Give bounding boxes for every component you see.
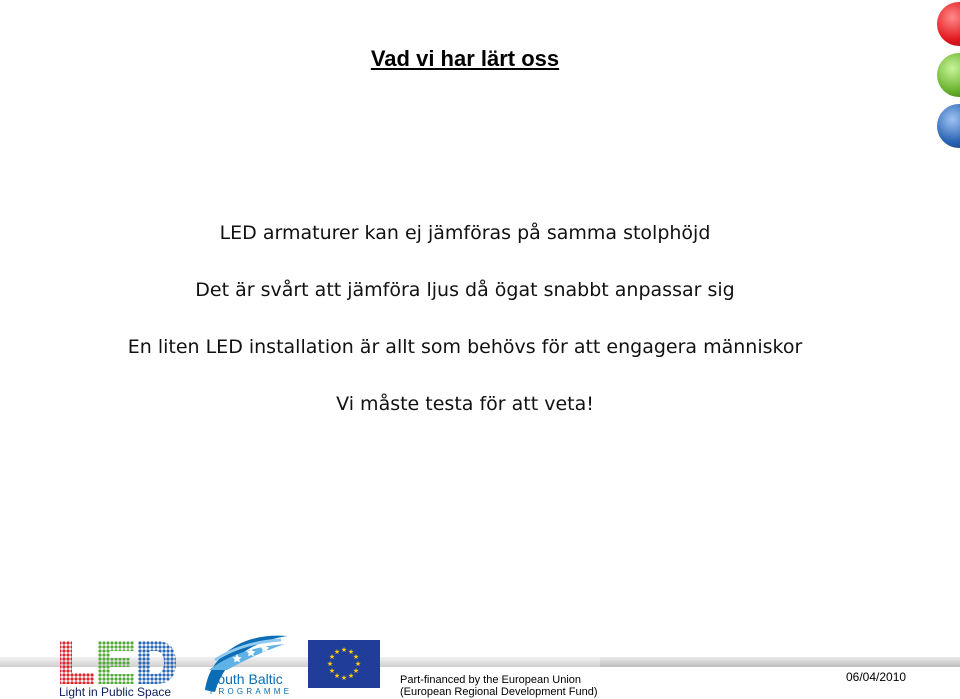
- footer-band-right: [600, 657, 960, 667]
- south-baltic-subtitle: PROGRAMME: [210, 687, 293, 696]
- svg-text:★: ★: [328, 653, 336, 661]
- svg-text:★: ★: [352, 653, 360, 661]
- svg-text:★: ★: [347, 648, 355, 656]
- eu-flag-icon: [308, 640, 380, 688]
- bullet-1: LED armaturer kan ej jämföras på samma stolphöjd: [219, 222, 711, 244]
- bullet-2: Det är svårt att jämföra ljus då ögat snabbt anpassar sig: [195, 279, 735, 301]
- led-logo: [58, 637, 178, 687]
- south-baltic-title: South Baltic: [208, 671, 283, 687]
- bullet-4: Vi måste testa för att veta!: [336, 393, 594, 415]
- red-ball-icon: [937, 2, 960, 46]
- blue-ball-icon: [937, 104, 960, 148]
- svg-text:★: ★: [354, 660, 362, 668]
- slide-date: 06/04/2010: [846, 670, 907, 684]
- svg-text:★: ★: [340, 674, 348, 682]
- eu-financing-line-1: Part-financed by the European Union: [400, 674, 582, 686]
- eu-financing-line-2: (European Regional Development Fund): [400, 686, 598, 698]
- svg-text:★: ★: [333, 648, 341, 656]
- svg-text:★: ★: [352, 667, 360, 675]
- svg-text:★: ★: [326, 660, 334, 668]
- svg-text:★: ★: [340, 646, 348, 654]
- svg-text:★: ★: [347, 672, 355, 680]
- svg-text:★: ★: [328, 667, 336, 675]
- green-ball-icon: [937, 53, 960, 97]
- led-logo-subtitle: Light in Public Space: [59, 685, 172, 699]
- bullet-3: En liten LED installation är allt som behövs för att engagera människor: [127, 336, 803, 358]
- slide-title: Vad vi har lärt oss: [370, 46, 560, 71]
- svg-text:★: ★: [333, 672, 341, 680]
